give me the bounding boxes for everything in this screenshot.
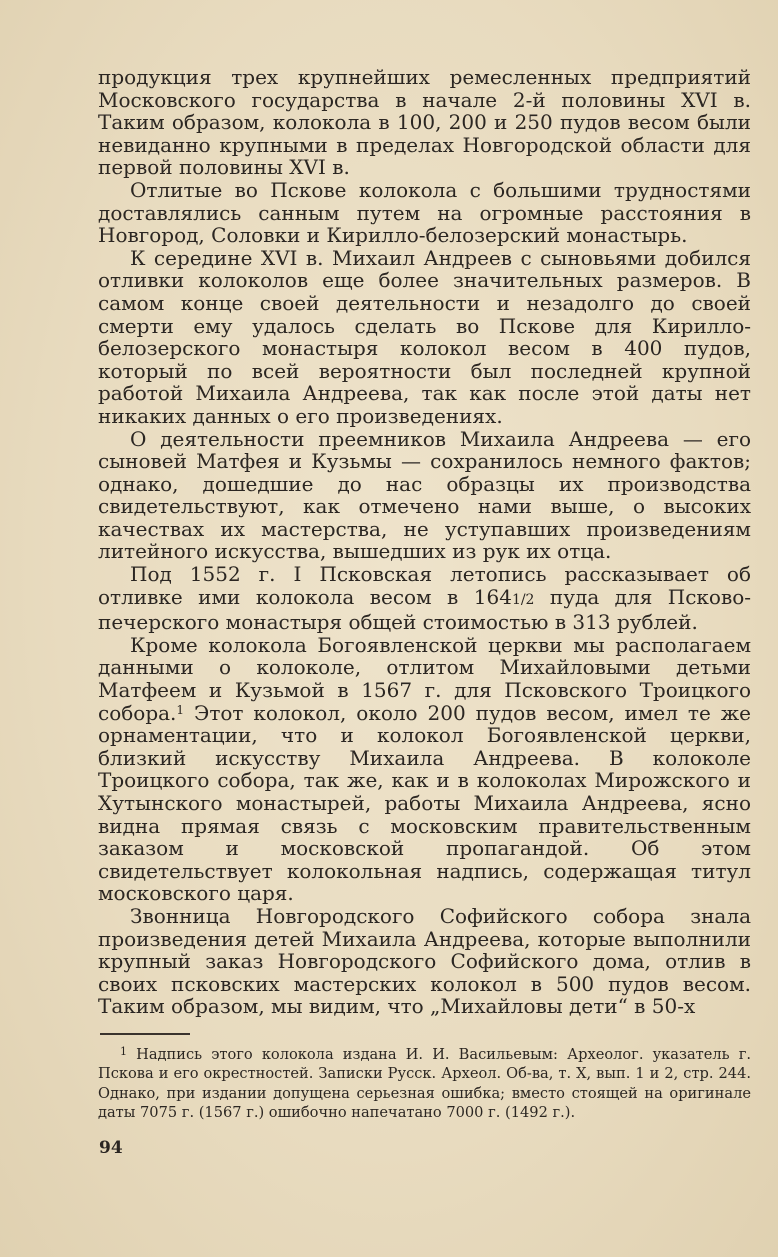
footnote-reference: 1: [176, 702, 185, 717]
footnote-mark: 1: [120, 1044, 127, 1058]
paragraph-5: [98, 563, 751, 634]
paragraph-6-end: Этот колокол, около 200 пудов весом, имел те же орнаментации, что и колокол Богоявленской церкви, близкий искусству Михаила Андреева. В колоколе Троицкого собора, так же, как и в колоколах Мирожского и Хутынского монастырей, работы Михаила Андреева, ясно видна прямая связь с московским правительственным заказом и московской пропагандой. Об этом свидетельствует колокольная надпись, содержащая титул московского царя.: [98, 700, 751, 906]
paragraph-6-start: Кроме колокола Богоявленской церкви мы располагаем данными о колоколе, отлитом Михайловыми детьми Матфеем и Кузьмой в 1567 г. для Псковского Троицкого собора.: [98, 632, 751, 725]
footnote-divider: [100, 1033, 190, 1035]
footnote-text: Надпись этого колокола издана И. И. Васильевым: Археолог. указатель г. Пскова и его окрестностей. Записки Русск. Археол. Об-ва, т. X, вып. 1 и 2, стр. 244. Однако, при издании допущена серьезная ошибка; вместо стоящей на оригинале даты 7075 г. (1567 г.) ошибочно напечатано 7000 г. (1492 г.).: [98, 1045, 751, 1122]
paragraph-5-end: пуда для Псково-печерского монастыря общей стоимостью в 313 рублей.: [98, 584, 751, 635]
paragraph-7: Звонница Новгородского Софийского собора знала произведения детей Михаила Андреева, которые выполнили крупный заказ Новгородского Софийского дома, отлив в своих псковских мастерских колокол в 500 пудов весом. Таким образом, мы видим, что „Михайловы дети“ в 50-х: [98, 903, 751, 1019]
paragraph-3: К середине XVI в. Михаил Андреев с сыновьями добился отливки колоколов еще более значительных размеров. В самом конце своей деятельности и незадолго до своей смерти ему удалось сделать во Пскове для Кирилло-белозерского монастыря колокол весом в 400 пудов, который по всей вероятности был последней крупной работой Михаила Андреева, так как после этой даты нет никаких данных о его произведениях.: [98, 245, 751, 428]
page-number: 94: [99, 1138, 123, 1158]
paragraph-6: [98, 634, 751, 905]
footnote: [98, 1045, 751, 1123]
main-text: [98, 66, 751, 1018]
paragraph-5-start: Под 1552 г. I Псковская летопись рассказывает об отливке ими колокола весом в 164: [98, 562, 751, 609]
paragraph-1: продукция трех крупнейших ремесленных предприятий Московского государства в начале 2-й половины XVI в. Таким образом, колокола в 100, 200 и 250 пудов весом были невиданно крупными в пределах Новгородской области для первой половины XVI в.: [98, 65, 751, 180]
paragraph-2: Отлитые во Пскове колокола с большими трудностями доставлялись санным путем на огромные расстояния в Новгород, Соловки и Кирилло-белозерский монастырь.: [98, 177, 751, 248]
fraction: 1/2: [511, 591, 535, 608]
paragraph-4: О деятельности преемников Михаила Андреева — его сыновей Матфея и Кузьмы — сохранилось немного фактов; однако, дошедшие до нас образцы их производства свидетельствуют, как отмечено нами выше, о высоких качествах их мастерства, не уступавших произведениям литейного искусства, вышедших из рук их отца.: [98, 426, 751, 564]
